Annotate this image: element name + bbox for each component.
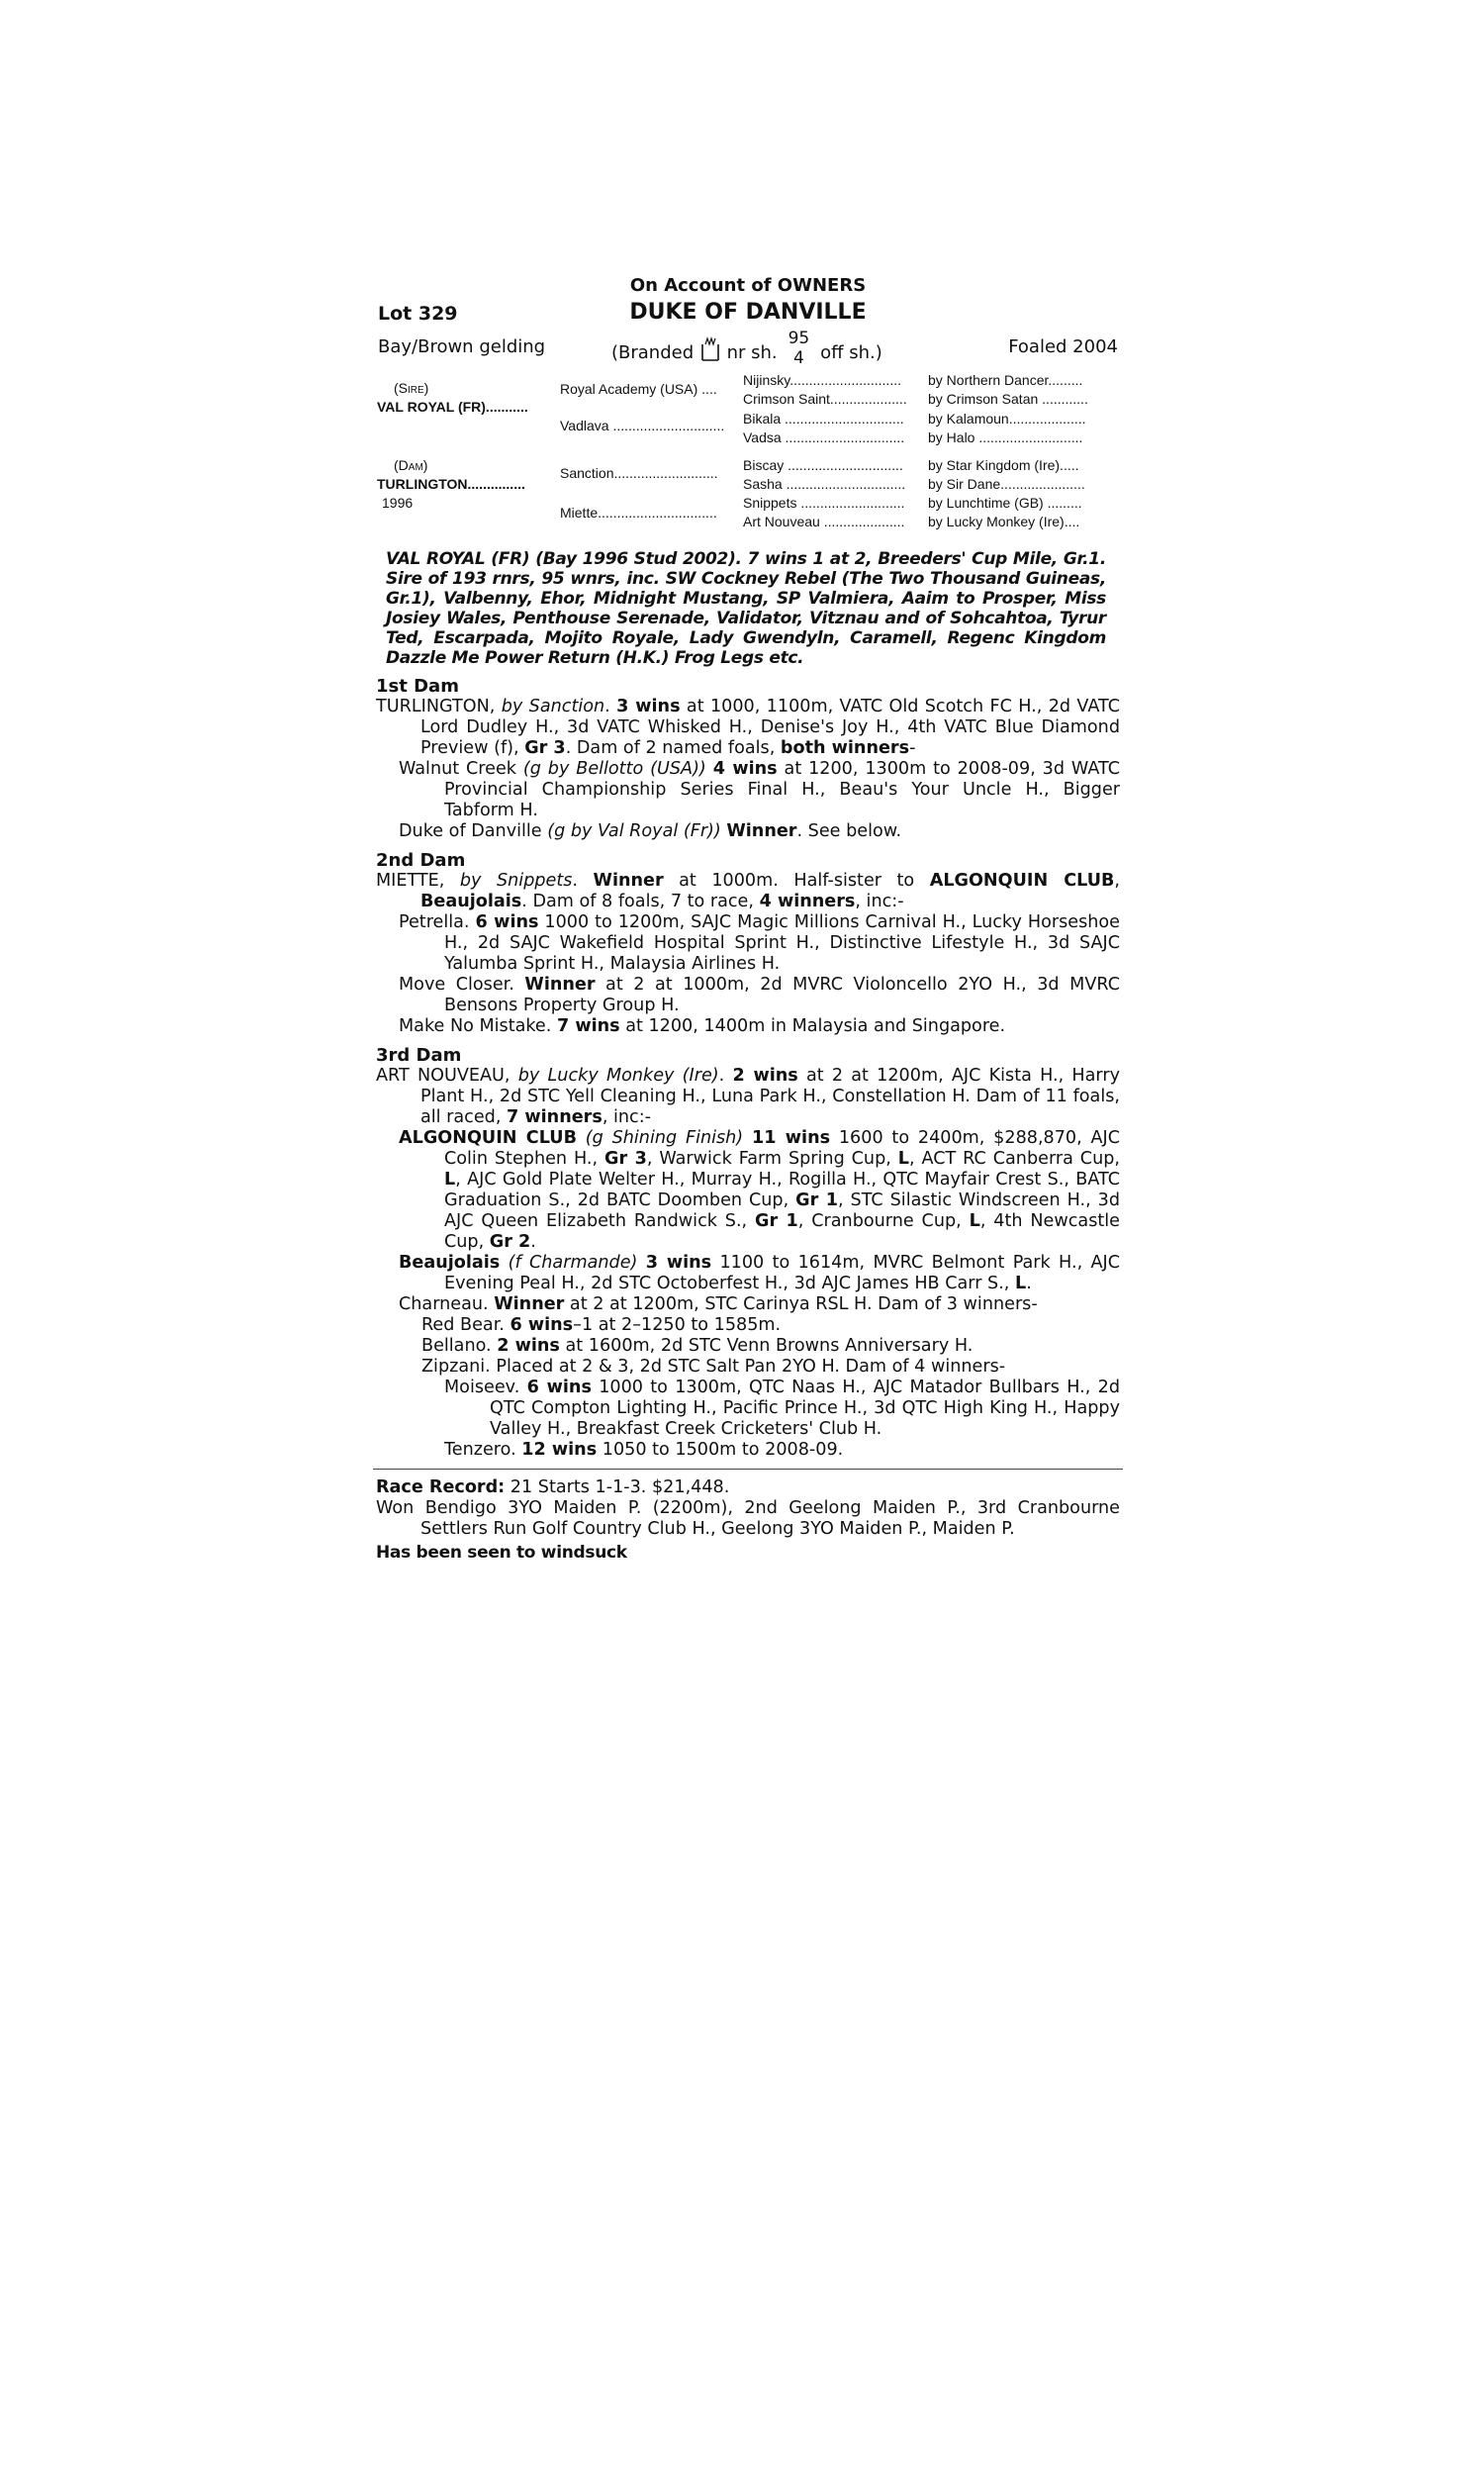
- third-dam-entry: [376, 1066, 1120, 1128]
- sire-name: VAL ROYAL (FR)...........: [377, 399, 528, 415]
- foal-sire: (g by Val Royal (Fr)): [547, 821, 721, 841]
- sire-sire: Royal Academy (USA) ....: [560, 381, 717, 397]
- race-record-label: Race Record:: [376, 1477, 506, 1497]
- wins-text: Winner: [524, 975, 596, 995]
- group-grade: Gr 1: [795, 1190, 838, 1210]
- wins-text: 3 wins: [616, 697, 681, 716]
- relative-name: ALGONQUIN CLUB: [929, 871, 1115, 891]
- wins-text: 2 wins: [732, 1066, 798, 1086]
- pedigree-gg-3: Bikala ...............................: [743, 411, 904, 427]
- wins-text: Winner: [726, 821, 797, 841]
- foal-entry: [376, 759, 1120, 821]
- dam-year: 1996: [382, 495, 414, 511]
- winners-text: 4 winners: [759, 892, 856, 911]
- text-run: , AJC Gold Plate Welter H., Murray H., Rogilla H., QTC Mayfair Crest S., BATC Graduation S., 2d BATC Doomben Cup,: [444, 1170, 1120, 1210]
- text-run: at 1600m, 2d STC Venn Browns Anniversary H.: [559, 1336, 974, 1356]
- text-run: at 1000, 1100m, VATC Old Scotch FC H., 2d VATC Lord Dudley H., 3d VATC Whisked H., Denise's Joy H., 4th VATC Blue Diamond Preview (f),: [420, 697, 1120, 758]
- group-grade: Gr 3: [604, 1149, 647, 1169]
- winners-text: both winners: [780, 738, 910, 758]
- text-run: 1000 to 1200m, SAJC Magic Millions Carnival H., Lucky Horseshoe H., 2d SAJC Wakefield Hospital Sprint H., Distinctive Lifestyle H., 3d SAJC Yalumba Sprint H., Malaysia Airlines H.: [444, 912, 1120, 974]
- foal-sire: (f Charmande): [500, 1253, 638, 1273]
- foal-name: Zipzani. Placed at 2 & 3, 2d STC Salt Pan 2YO H. Dam of 4 winners-: [421, 1357, 1006, 1377]
- foal-sire: (g Shining Finish): [576, 1128, 744, 1148]
- pedigree-gg-8: Art Nouveau .....................: [743, 514, 905, 529]
- pedigree-ggg-8: by Lucky Monkey (Ire)....: [928, 514, 1080, 529]
- foal-name: Charneau.: [399, 1294, 495, 1314]
- foal-sire: (g by Bellotto (USA)): [522, 759, 706, 779]
- race-record-summary: [376, 1477, 1120, 1498]
- text-run: , STC Silastic Windscreen H., 3d AJC Queen Elizabeth Randwick S.,: [444, 1190, 1120, 1231]
- text-run: at 1200, 1400m in Malaysia and Singapore.: [619, 1016, 1006, 1036]
- catalogue-page: [376, 271, 1120, 1563]
- sex-color: Bay/Brown gelding: [378, 336, 546, 357]
- text-run: , Warwick Farm Spring Cup,: [646, 1149, 898, 1169]
- dam-name-text: TURLINGTON,: [376, 697, 502, 716]
- text-run: .: [1026, 1274, 1032, 1293]
- foal-name: Beaujolais: [399, 1253, 501, 1273]
- text-run: at 2 at 1000m, 2d MVRC Violoncello 2YO H., 3d MVRC Bensons Property Group H.: [444, 975, 1120, 1015]
- sire-dam: Vadlava .............................: [560, 418, 725, 433]
- great-grand-foal-entry: [376, 1378, 1120, 1440]
- pedigree-ggg-1: by Northern Dancer.........: [928, 372, 1083, 388]
- text-run: 1000 to 1300m, QTC Naas H., AJC Matador Bullbars H., 2d QTC Compton Lighting H., Pacific Prince H., 3d QTC High King H., Happy Valley H., Breakfast Creek Cricketers' Club H.: [490, 1378, 1120, 1439]
- listed-grade: L: [897, 1149, 909, 1169]
- wins-text: 6 wins: [526, 1378, 592, 1397]
- pedigree-ggg-5: by Star Kingdom (Ire).....: [928, 457, 1079, 473]
- brand-denominator: 4: [792, 348, 804, 368]
- brand-numerator: 95: [788, 329, 810, 348]
- dam-label: (Dam): [394, 457, 428, 473]
- dam-name-text: ART NOUVEAU,: [376, 1066, 518, 1086]
- text-run: at 1000m. Half-sister to: [663, 871, 930, 891]
- pedigree-ggg-4: by Halo ...........................: [928, 429, 1083, 445]
- wins-text: 11 wins: [751, 1128, 831, 1148]
- pedigree-gg-1: Nijinsky.............................: [743, 372, 901, 388]
- group-grade: Gr 1: [755, 1211, 798, 1231]
- great-grand-foal-entry: [376, 1440, 1120, 1461]
- text-run: -: [909, 738, 916, 758]
- pedigree-gg-6: Sasha ...............................: [743, 476, 906, 492]
- vendor-account: On Account of OWNERS: [629, 275, 867, 296]
- foal-name: ALGONQUIN CLUB: [399, 1128, 577, 1148]
- group-grade: Gr 3: [524, 738, 566, 758]
- pedigree-gg-7: Snippets ...........................: [743, 495, 905, 511]
- text-run: at 1200, 1300m to 2008-09, 3d WATC Provincial Championship Series Final H., Beau's Your Uncle H., Bigger Tabform H.: [444, 759, 1121, 820]
- listed-grade: L: [1014, 1274, 1027, 1293]
- foal-name: Move Closer.: [399, 975, 525, 995]
- dam-sire-text: by Sanction: [501, 697, 605, 716]
- race-record-stats: 21 Starts 1-1-3. $21,448.: [505, 1477, 730, 1497]
- relative-name: Beaujolais: [420, 892, 522, 911]
- text-run: [743, 1128, 752, 1148]
- dam-sire-text: by Snippets: [459, 871, 573, 891]
- third-dam-section: [376, 1045, 1120, 1461]
- pedigree-ggg-3: by Kalamoun....................: [928, 411, 1086, 427]
- sire-summary: VAL ROYAL (FR) (Bay 1996 Stud 2002). 7 wins 1 at 2, Breeders' Cup Mile, Gr.1. Sire of 193 rnrs, 95 wnrs, inc. SW Cockney Rebel (The Two Thousand Guineas, Gr.1), Valbenny, Ehor, Midnight Mustang, SP Valmiera, Aaim to Prosper, Miss Josiey Wales, Penthouse Serenade, Validator, Vitznau and of Sohcahtoa, Tyrur Ted, Escarpada, Mojito Royale, Lady Gwendyln, Caramell, Regenc Kingdom Dazzle Me Power Return (H.K.) Frog Legs etc.: [386, 549, 1106, 668]
- foal-name: Make No Mistake.: [399, 1016, 557, 1036]
- brand-mark-icon: [699, 336, 721, 362]
- pedigree-ggg-2: by Crimson Satan ............: [928, 391, 1088, 407]
- second-dam-heading: 2nd Dam: [376, 850, 466, 871]
- brand-off-side: off sh.): [820, 342, 882, 363]
- foal-name: Moiseev.: [444, 1378, 527, 1397]
- foal-entry: [376, 1294, 1120, 1315]
- dam-name-text: MIETTE,: [376, 871, 460, 891]
- text-run: at 2 at 1200m, AJC Kista H., Harry Plant H., 2d STC Yell Cleaning H., Luna Park H., Constellation H. Dam of 11 foals, all raced,: [420, 1066, 1120, 1127]
- horse-notes: Has been seen to windsuck: [376, 1543, 627, 1563]
- wins-text: 4 wins: [712, 759, 778, 779]
- horse-name: DUKE OF DANVILLE: [629, 300, 867, 325]
- listed-grade: L: [444, 1170, 456, 1189]
- foal-name: Tenzero.: [444, 1440, 522, 1460]
- pedigree-gg-2: Crimson Saint....................: [743, 391, 907, 407]
- wins-text: 7 wins: [556, 1016, 620, 1036]
- second-dam-entry: [376, 871, 1120, 912]
- race-record: [376, 1477, 1120, 1540]
- foal-entry: [376, 1253, 1120, 1294]
- section-divider: [373, 1469, 1123, 1470]
- brand-fraction: [787, 329, 810, 372]
- text-run: .: [572, 871, 594, 891]
- lot-number: Lot 329: [378, 303, 458, 325]
- winners-text: 7 winners: [507, 1107, 603, 1127]
- wins-text: 6 wins: [475, 912, 539, 932]
- text-run: ,: [1114, 871, 1120, 891]
- wins-text: 12 wins: [521, 1440, 598, 1460]
- text-run: , inc:-: [602, 1107, 651, 1127]
- text-run: . See below.: [796, 821, 902, 841]
- lot-header: [376, 271, 1120, 372]
- race-record-details: Won Bendigo 3YO Maiden P. (2200m), 2nd Geelong Maiden P., 3rd Cranbourne Settlers Run Golf Country Club H., Geelong 3YO Maiden P., Maiden P.: [376, 1498, 1120, 1539]
- pedigree-table: [376, 372, 1120, 546]
- foal-name: Petrella.: [399, 912, 476, 932]
- foal-entry: [376, 1016, 1120, 1037]
- grand-foal-entry: [376, 1336, 1120, 1357]
- grand-foal-entry: [376, 1315, 1120, 1336]
- dam-sire: Sanction...........................: [560, 465, 718, 481]
- foal-entry: [376, 912, 1120, 975]
- horse-details-row: [376, 329, 1120, 370]
- pedigree-ggg-7: by Lunchtime (GB) .........: [928, 495, 1082, 511]
- third-dam-heading: 3rd Dam: [376, 1045, 462, 1066]
- first-dam-section: [376, 676, 1120, 842]
- text-run: .: [530, 1232, 536, 1252]
- text-run: 1050 to 1500m to 2008-09.: [597, 1440, 844, 1460]
- first-dam-entry: [376, 697, 1120, 759]
- second-dam-section: [376, 850, 1120, 1037]
- foal-name: Bellano.: [421, 1336, 498, 1356]
- foal-entry: [376, 821, 1120, 842]
- sire-label: (Sire): [394, 380, 429, 396]
- foal-name: Walnut Creek: [399, 759, 523, 779]
- grand-foal-entry: [376, 1357, 1120, 1378]
- text-run: 1100 to 1614m, MVRC Belmont Park H., AJC Evening Peal H., 2d STC Octoberfest H., 3d AJC James HB Carr S.,: [444, 1253, 1121, 1293]
- foal-entry: [376, 1128, 1120, 1253]
- foal-name: Duke of Danville: [399, 821, 548, 841]
- first-dam-heading: 1st Dam: [376, 676, 459, 697]
- brand-near-side: nr sh.: [726, 342, 778, 363]
- dam-dam: Miette...............................: [560, 505, 717, 521]
- brand-description: [611, 329, 882, 372]
- text-run: 1600 to 2400m, $288,870, AJC Colin Stephen H.,: [444, 1128, 1121, 1169]
- wins-text: Winner: [593, 871, 664, 891]
- wins-text: 2 wins: [497, 1336, 560, 1356]
- text-run: , ACT RC Canberra Cup,: [909, 1149, 1120, 1169]
- listed-grade: L: [969, 1211, 980, 1231]
- pedigree-ggg-6: by Sir Dane......................: [928, 476, 1085, 492]
- text-run: . Dam of 2 named foals,: [565, 738, 781, 758]
- text-run: . Dam of 8 foals, 7 to race,: [521, 892, 760, 911]
- brand-open: (Branded: [611, 342, 695, 363]
- dam-name: TURLINGTON...............: [377, 476, 525, 492]
- foal-name: Red Bear.: [421, 1315, 510, 1335]
- text-run: at 2 at 1200m, STC Carinya RSL H. Dam of 3 winners-: [564, 1294, 1038, 1314]
- text-run: [706, 759, 713, 779]
- text-run: , Cranbourne Cup,: [797, 1211, 970, 1231]
- foal-entry: [376, 975, 1120, 1016]
- wins-text: 3 wins: [645, 1253, 712, 1273]
- text-run: , inc:-: [855, 892, 904, 911]
- text-run: –1 at 2–1250 to 1585m.: [573, 1315, 782, 1335]
- pedigree-gg-5: Biscay ..............................: [743, 457, 903, 473]
- group-grade: Gr 2: [489, 1232, 531, 1252]
- text-run: .: [604, 697, 617, 716]
- text-run: .: [718, 1066, 733, 1086]
- wins-text: Winner: [494, 1294, 565, 1314]
- text-run: [637, 1253, 645, 1273]
- wins-text: 6 wins: [510, 1315, 574, 1335]
- foaled-year: Foaled 2004: [1008, 336, 1118, 357]
- text-run: , 4th Newcastle Cup,: [444, 1211, 1120, 1252]
- dam-sire-text: by Lucky Monkey (Ire): [517, 1066, 719, 1086]
- pedigree-gg-4: Vadsa ...............................: [743, 429, 905, 445]
